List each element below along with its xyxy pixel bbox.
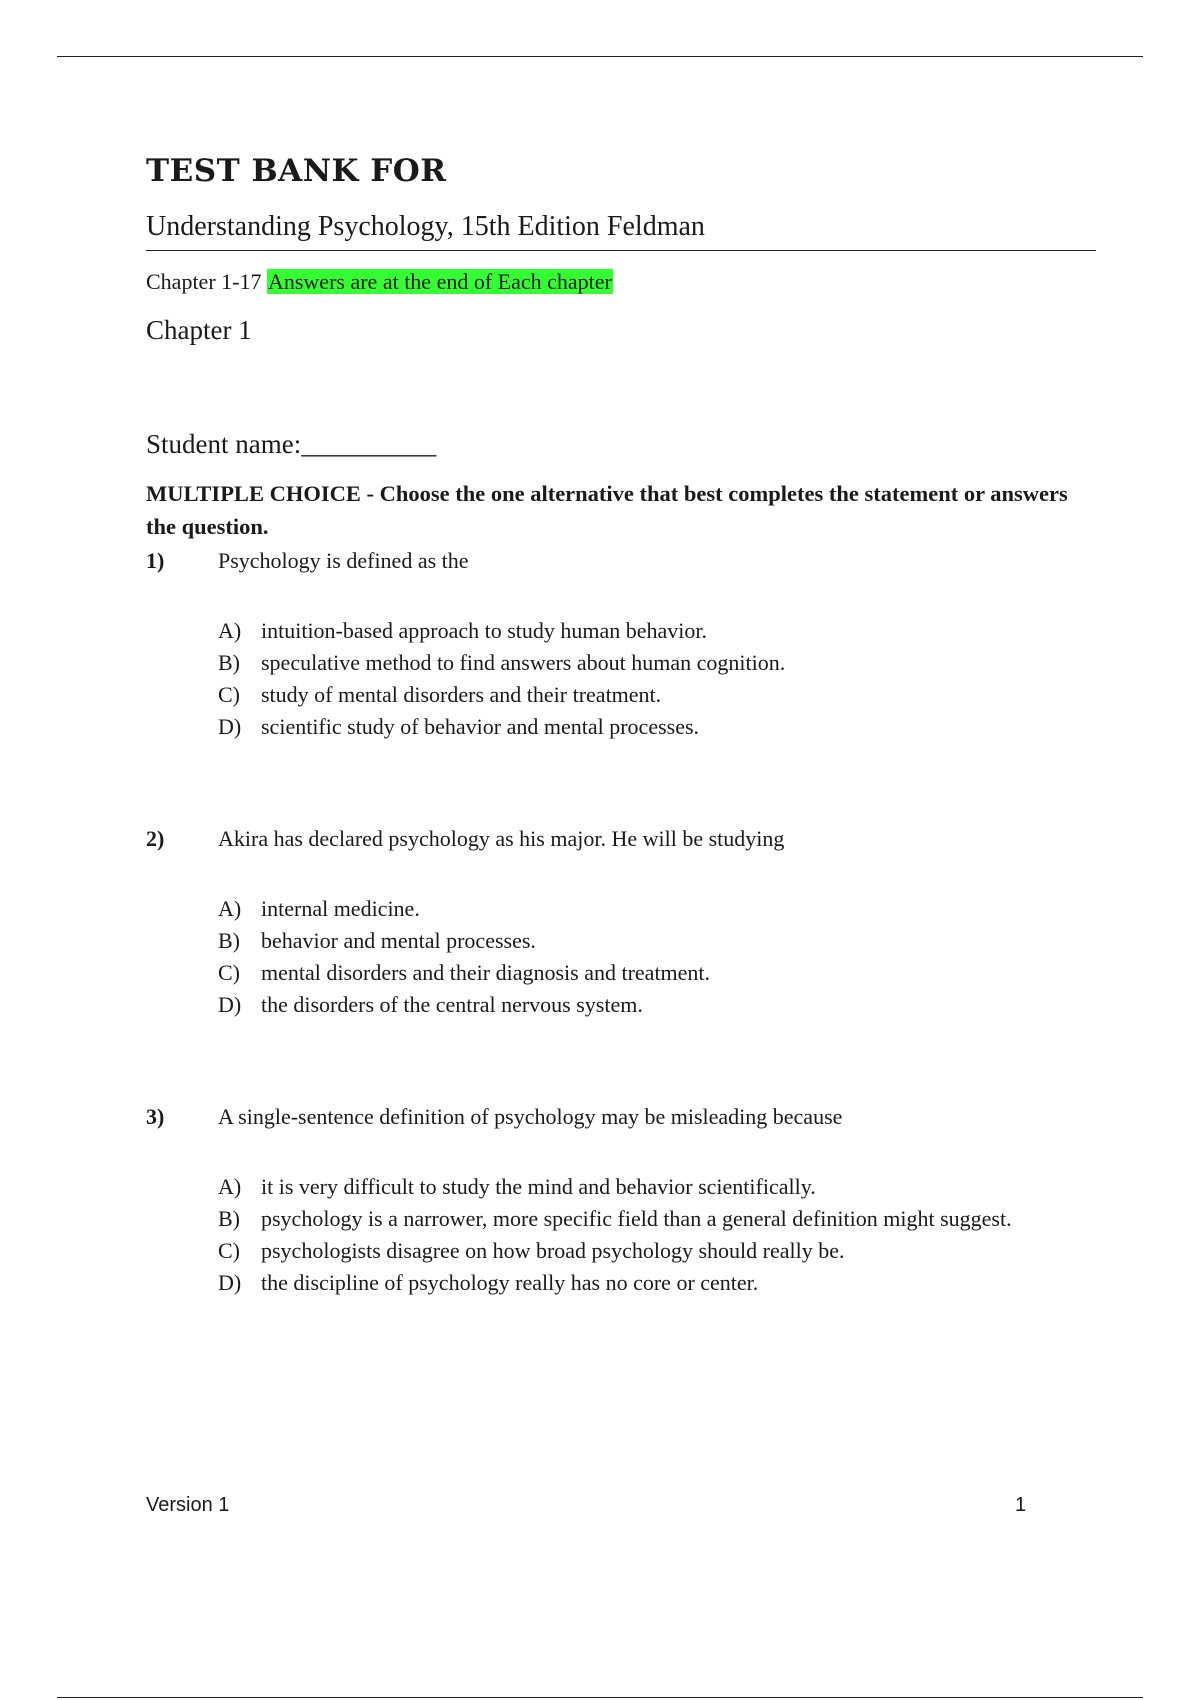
choice-item (218, 893, 1096, 925)
chapter-range: Chapter 1-17 (146, 269, 262, 294)
choice-list (218, 893, 1096, 1021)
question-text: Psychology is defined as the (218, 548, 469, 573)
choice-letter: A) (218, 1174, 242, 1199)
question-number: 2) (146, 826, 165, 851)
choice-letter: C) (218, 682, 240, 707)
choice-text: mental disorders and their diagnosis and treatment. (261, 960, 711, 985)
question-1 (146, 545, 1096, 743)
answers-note-highlight: Answers are at the end of Each chapter (267, 269, 612, 294)
choice-letter: B) (218, 1206, 240, 1231)
choice-text: speculative method to find answers about human cognition. (261, 650, 786, 675)
choice-text: psychologists disagree on how broad psychology should really be. (261, 1238, 845, 1263)
choice-item (218, 711, 1096, 743)
choice-text: the discipline of psychology really has no core or center. (261, 1270, 759, 1295)
choice-item (218, 989, 1096, 1021)
choice-letter: D) (218, 992, 242, 1017)
choice-text: study of mental disorders and their treatment. (261, 682, 662, 707)
document-page (146, 150, 1096, 1299)
choice-item (218, 1267, 1096, 1299)
choice-item (218, 957, 1096, 989)
choice-letter: C) (218, 1238, 240, 1263)
choice-text: scientific study of behavior and mental processes. (261, 714, 700, 739)
choice-text: the disorders of the central nervous system. (261, 992, 643, 1017)
choice-item (218, 1235, 1096, 1267)
choice-item (218, 615, 1096, 647)
question-2 (146, 823, 1096, 1021)
choice-letter: C) (218, 960, 240, 985)
chapter-heading: Chapter 1 (146, 315, 252, 345)
choice-text: intuition-based approach to study human behavior. (261, 618, 708, 643)
document-title: TEST BANK FOR (146, 153, 447, 189)
instructions: MULTIPLE CHOICE - Choose the one alternative that best completes the statement or answers the question. (146, 481, 1068, 539)
chapter-range-line (146, 265, 1096, 299)
top-rule (57, 56, 1143, 57)
question-number: 1) (146, 548, 165, 573)
choice-list (218, 615, 1096, 743)
choice-letter: B) (218, 928, 240, 953)
choice-text: internal medicine. (261, 896, 420, 921)
choice-list (218, 1171, 1096, 1299)
question-3 (146, 1101, 1096, 1299)
question-text: A single-sentence definition of psychology may be misleading because (218, 1104, 843, 1129)
choice-letter: D) (218, 1270, 242, 1295)
question-number: 3) (146, 1104, 165, 1129)
footer-version: Version 1 (146, 1494, 230, 1516)
bottom-rule (57, 1697, 1143, 1698)
choice-item (218, 647, 1096, 679)
choice-item (218, 1203, 1096, 1235)
choice-item (218, 925, 1096, 957)
question-text: Akira has declared psychology as his major. He will be studying (218, 826, 785, 851)
page-number: 1 (1015, 1494, 1027, 1516)
choice-item (218, 1171, 1096, 1203)
book-subtitle: Understanding Psychology, 15th Edition Feldman (146, 208, 1096, 251)
choice-letter: A) (218, 618, 242, 643)
choice-text: behavior and mental processes. (261, 928, 536, 953)
choice-text: psychology is a narrower, more specific field than a general definition might suggest. (261, 1206, 1012, 1231)
choice-letter: B) (218, 650, 240, 675)
choice-item (218, 679, 1096, 711)
student-name-field: Student name:__________ (146, 429, 437, 459)
choice-letter: A) (218, 896, 242, 921)
choice-letter: D) (218, 714, 242, 739)
choice-text: it is very difficult to study the mind and behavior scientifically. (261, 1174, 816, 1199)
